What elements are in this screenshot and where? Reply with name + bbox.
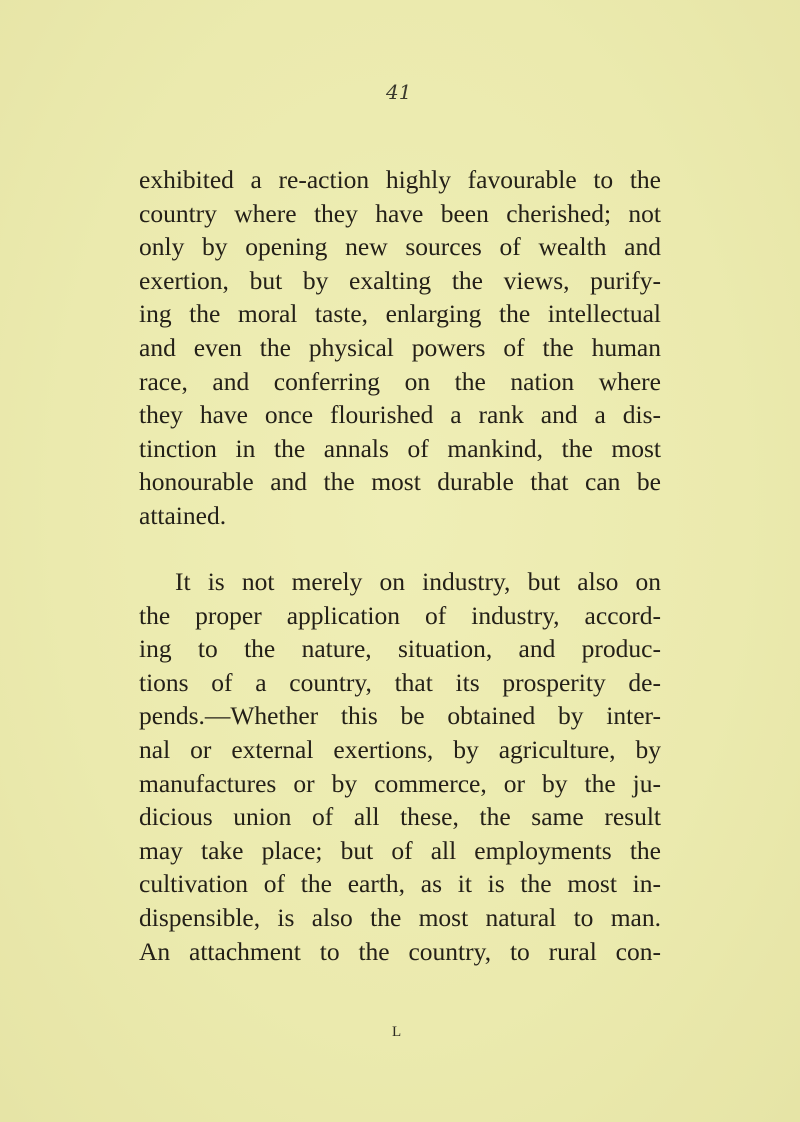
text-line: and even the physical powers of the human <box>139 332 661 362</box>
text-line: may take place; but of all employments the <box>139 835 661 865</box>
paragraph-2 <box>139 565 661 968</box>
text-line: exertion, but by exalting the views, purify- <box>139 265 661 295</box>
text-line: only by opening new sources of wealth and <box>139 232 661 262</box>
text-line: race, and conferring on the nation where <box>139 366 661 396</box>
text-line: the proper application of industry, accord- <box>139 600 661 630</box>
text-line: pends.—Whether this be obtained by inter- <box>139 701 661 731</box>
text-line: tinction in the annals of mankind, the most <box>139 433 661 463</box>
text-line: cultivation of the earth, as it is the most in- <box>139 869 661 899</box>
text-line: country where they have been cherished; not <box>139 198 661 228</box>
text-line: they have once flourished a rank and a dis- <box>139 400 661 430</box>
text-line: An attachment to the country, to rural con- <box>139 936 661 966</box>
text-line: dicious union of all these, the same result <box>139 802 661 832</box>
text-line: exhibited a re-action highly favourable to the <box>139 165 661 194</box>
signature-mark: L <box>392 1024 402 1040</box>
text-line: ing the moral taste, enlarging the intellectual <box>139 299 661 329</box>
text-line: dispensible, is also the most natural to man. <box>139 902 661 932</box>
text-line: tions of a country, that its prosperity de- <box>139 667 661 697</box>
paragraph-1 <box>139 163 661 533</box>
text-line: ing to the nature, situation, and produc- <box>139 634 661 664</box>
text-line: attained. <box>139 500 227 530</box>
page-number: 41 <box>386 80 412 104</box>
text-line: honourable and the most durable that can be <box>139 467 661 497</box>
text-line: manufactures or by commerce, or by the ju- <box>139 768 661 798</box>
text-line: It is not merely on industry, but also on <box>175 567 661 596</box>
text-line: nal or external exertions, by agriculture, by <box>139 734 661 764</box>
